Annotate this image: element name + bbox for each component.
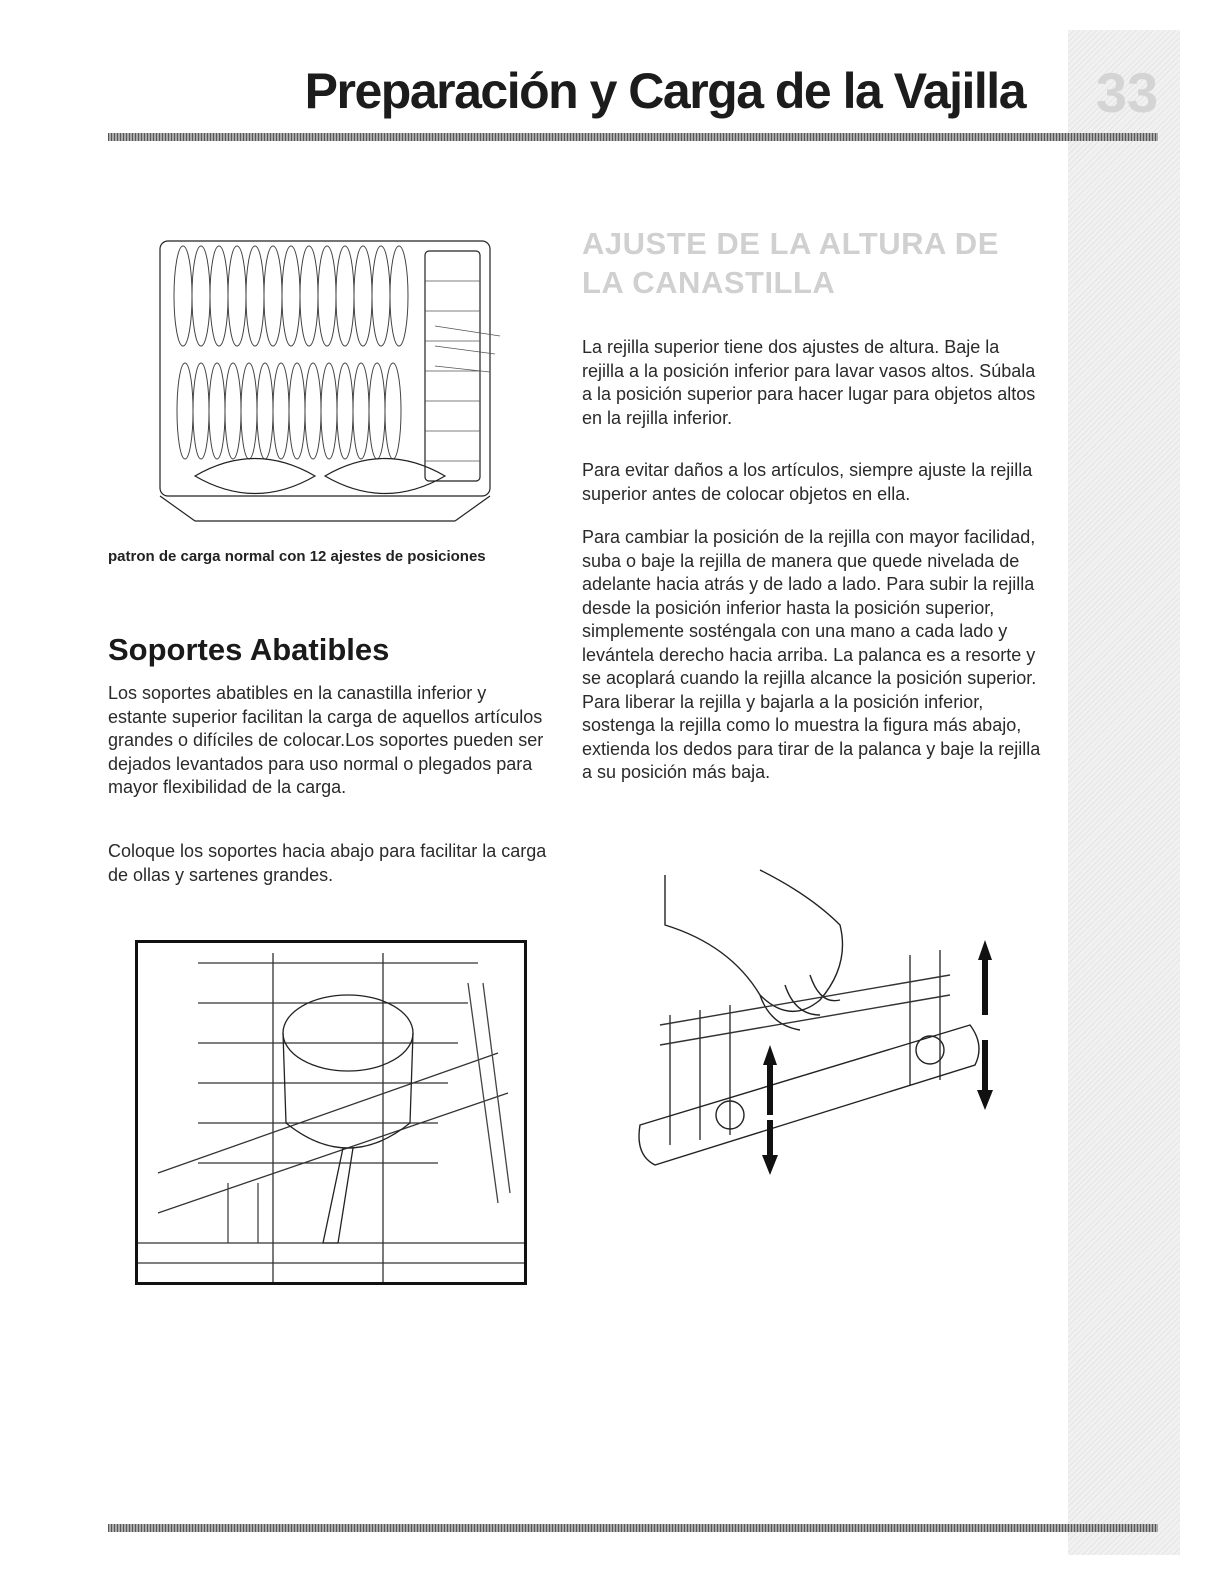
paragraph: La rejilla superior tiene dos ajustes de altura. Baje la rejilla a la posición inferior para lavar vasos altos. Súbala a la posición superior para hacer lugar para objetos altos en la rejilla inferior. [582, 337, 1036, 428]
section-heading-soportes: Soportes Abatibles [108, 632, 390, 667]
header-rule [108, 133, 1158, 141]
figure-caption: patron de carga normal con 12 ajestes de posiciones [108, 548, 486, 565]
paragraph: Los soportes abatibles en la canastilla inferior y estante superior facilitan la carga de aquellos artículos grandes o difíciles de colocar.Los soportes pueden ser dejados levantados para uso normal o plegados para mayor flexibilidad de la carga. [108, 683, 544, 797]
dish-rack-illustration [155, 236, 510, 526]
section-heading-ajuste: AJUSTE DE LA ALTURA DE LA CANASTILLA [582, 226, 999, 300]
paragraph: Para evitar daños a los artículos, siempre ajuste la rejilla superior antes de colocar objetos en ella. [582, 460, 1033, 504]
paragraph: Coloque los soportes hacia abajo para facilitar la carga de ollas y sartenes grandes. [108, 841, 547, 885]
decorative-side-strip [1068, 30, 1180, 1555]
pot-on-rack-illustration [135, 940, 527, 1285]
footer-rule [108, 1524, 1158, 1532]
page-number: 33 [1095, 61, 1159, 124]
page-title: Preparación y Carga de la Vajilla [304, 63, 1025, 119]
paragraph: Para cambiar la posición de la rejilla con mayor facilidad, suba o baje la rejilla de manera que quede nivelada de adelante hacia atrás y de lado a lado. Para subir la rejilla desde la posición inferior hasta la posición superior, simplemente sosténgala con una mano a cada lado y levántela derecho hacia arriba. La palanca es a resorte y se acoplará cuando la rejilla alcance la posición superior. Para liberar la rejilla y bajarla a la posición inferior, sostenga la rejilla como lo muestra la figura más abajo, extienda los dedos para tirar de la palanca y baje la rejilla a su posición más baja. [582, 527, 1041, 782]
hand-adjusting-rack-illustration [610, 865, 1010, 1185]
